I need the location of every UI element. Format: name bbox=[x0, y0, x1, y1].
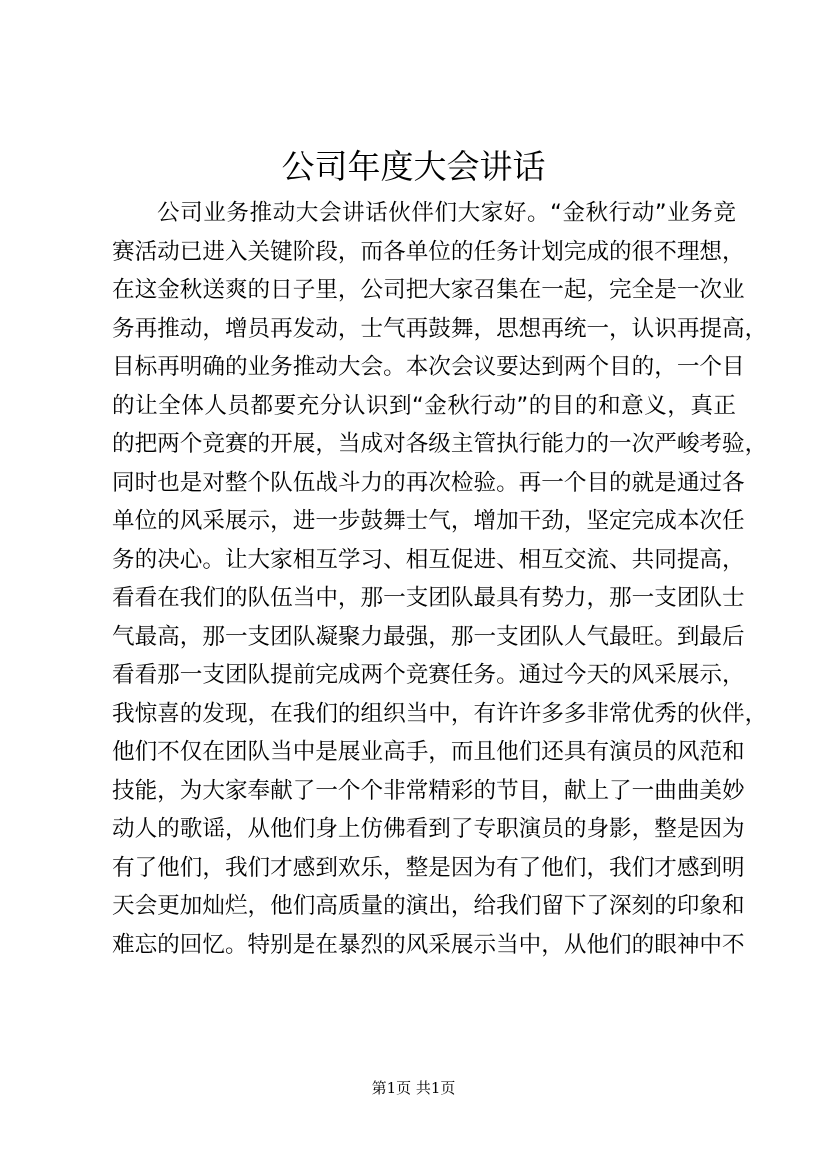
body-line: 务再推动，增员再发动，士气再鼓舞，思想再统一，认识再提高， bbox=[112, 315, 768, 342]
body-line: 赛活动已进入关键阶段，而各单位的任务计划完成的很不理想， bbox=[112, 238, 745, 265]
body-line: 动人的歌谣，从他们身上仿佛看到了专职演员的身影，整是因为 bbox=[112, 816, 745, 842]
document-body bbox=[112, 194, 768, 964]
body-line: 有了他们，我们才感到欢乐，整是因为有了他们，我们才感到明 bbox=[112, 854, 745, 881]
body-line: 技能，为大家奉献了一个个非常精彩的节目，献上了一曲曲美妙 bbox=[112, 777, 745, 804]
body-line: 看看在我们的队伍当中，那一支团队最具有势力，那一支团队士 bbox=[112, 585, 745, 611]
body-line: 单位的风采展示，进一步鼓舞士气，增加干劲，坚定完成本次任 bbox=[112, 508, 745, 534]
body-line: 气最高，那一支团队凝聚力最强，那一支团队人气最旺。到最后 bbox=[112, 623, 745, 650]
body-line: 在这金秋送爽的日子里，公司把大家召集在一起，完全是一次业 bbox=[112, 277, 745, 303]
body-line: 他们不仅在团队当中是展业高手，而且他们还具有演员的风范和 bbox=[112, 739, 745, 765]
body-line: 的把两个竞赛的开展，当成对各级主管执行能力的一次严峻考验， bbox=[112, 431, 768, 457]
page-footer: 第1页 共1页 bbox=[371, 1079, 456, 1097]
body-line: 公司业务推动大会讲话伙伴们大家好。“金秋行动”业务竞 bbox=[157, 200, 736, 226]
body-line: 我惊喜的发现，在我们的组织当中，有许许多多非常优秀的伙伴， bbox=[112, 700, 768, 727]
body-line: 务的决心。让大家相互学习、相互促进、相互交流、共同提高， bbox=[112, 546, 745, 573]
body-line: 同时也是对整个队伍战斗力的再次检验。再一个目的就是通过各 bbox=[112, 469, 745, 496]
body-line: 天会更加灿烂，他们高质量的演出，给我们留下了深刻的印象和 bbox=[112, 893, 745, 919]
document-title: 公司年度大会讲话 bbox=[281, 147, 546, 186]
body-line: 的让全体人员都要充分认识到“金秋行动”的目的和意义，真正 bbox=[112, 392, 736, 419]
body-line: 目标再明确的业务推动大会。本次会议要达到两个目的，一个目 bbox=[112, 354, 745, 380]
body-line: 难忘的回忆。特别是在暴烈的风采展示当中，从他们的眼神中不 bbox=[112, 931, 745, 958]
body-line: 看看那一支团队提前完成两个竞赛任务。通过今天的风采展示， bbox=[112, 662, 745, 688]
